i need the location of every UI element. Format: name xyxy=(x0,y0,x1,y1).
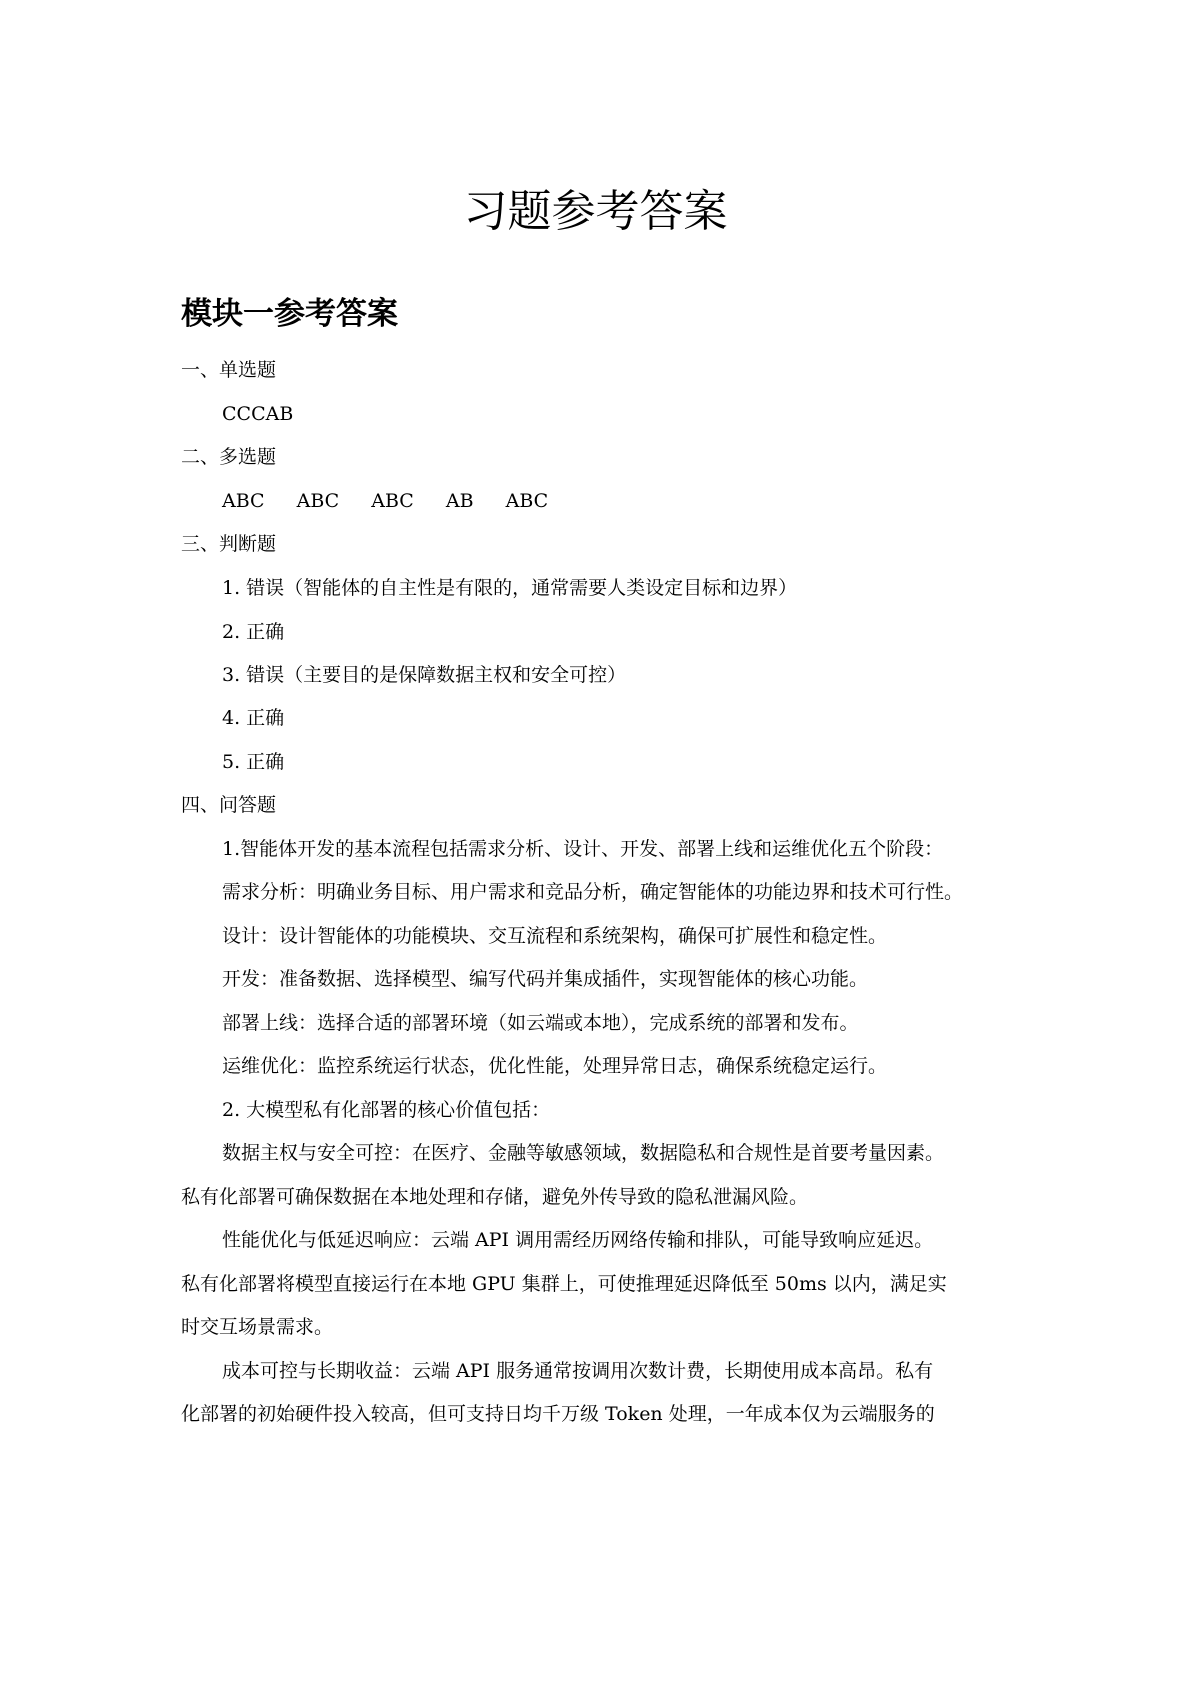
true-false-item: 3. 错误（主要目的是保障数据主权和安全可控） xyxy=(222,664,627,686)
true-false-item: 1. 错误（智能体的自主性是有限的，通常需要人类设定目标和边界） xyxy=(222,577,798,599)
qa-2-paragraph-line: 时交互场景需求。 xyxy=(181,1316,334,1338)
qa-1-point: 开发：准备数据、选择模型、编写代码并集成插件，实现智能体的核心功能。 xyxy=(222,968,869,990)
qa-heading: 四、问答题 xyxy=(181,794,277,816)
true-false-item: 2. 正确 xyxy=(222,621,285,643)
true-false-item: 4. 正确 xyxy=(222,707,285,729)
qa-1-point: 需求分析：明确业务目标、用户需求和竞品分析，确定智能体的功能边界和技术可行性。 xyxy=(222,881,964,903)
single-choice-answer: CCCAB xyxy=(222,403,294,425)
single-choice-heading: 一、单选题 xyxy=(181,359,277,381)
multi-choice-answers xyxy=(222,487,548,515)
true-false-item: 5. 正确 xyxy=(222,751,285,773)
qa-2-intro: 2. 大模型私有化部署的核心价值包括： xyxy=(222,1099,551,1121)
qa-2-paragraph-line: 私有化部署将模型直接运行在本地 GPU 集群上，可使推理延迟降低至 50ms 以内，满足实 xyxy=(181,1273,947,1295)
qa-1-point: 设计：设计智能体的功能模块、交互流程和系统架构，确保可扩展性和稳定性。 xyxy=(222,925,888,947)
true-false-heading: 三、判断题 xyxy=(181,533,277,555)
qa-1-point: 运维优化：监控系统运行状态，优化性能，处理异常日志，确保系统稳定运行。 xyxy=(222,1055,888,1077)
qa-2-paragraph-line: 数据主权与安全可控：在医疗、金融等敏感领域，数据隐私和合规性是首要考量因素。 xyxy=(222,1142,945,1164)
multi-choice-heading: 二、多选题 xyxy=(181,446,277,468)
multi-choice-answer: AB xyxy=(445,490,474,512)
qa-2-paragraph-line: 化部署的初始硬件投入较高，但可支持日均千万级 Token 处理，一年成本仅为云端服务的 xyxy=(181,1403,935,1425)
qa-2-paragraph-line: 性能优化与低延迟响应：云端 API 调用需经历网络传输和排队，可能导致响应延迟。 xyxy=(222,1229,934,1251)
qa-1-intro: 1.智能体开发的基本流程包括需求分析、设计、开发、部署上线和运维优化五个阶段： xyxy=(222,838,944,860)
multi-choice-answer: ABC xyxy=(505,490,549,512)
page-title: 习题参考答案 xyxy=(463,186,728,237)
module-heading: 模块一参考答案 xyxy=(181,296,398,332)
multi-choice-answer: ABC xyxy=(222,490,265,512)
qa-1-point: 部署上线：选择合适的部署环境（如云端或本地），完成系统的部署和发布。 xyxy=(222,1012,859,1034)
qa-2-paragraph-line: 成本可控与长期收益：云端 API 服务通常按调用次数计费，长期使用成本高昂。私有 xyxy=(222,1360,934,1382)
multi-choice-answer: ABC xyxy=(296,490,340,512)
multi-choice-answer: ABC xyxy=(371,490,414,512)
qa-2-paragraph-line: 私有化部署可确保数据在本地处理和存储，避免外传导致的隐私泄漏风险。 xyxy=(181,1186,809,1208)
